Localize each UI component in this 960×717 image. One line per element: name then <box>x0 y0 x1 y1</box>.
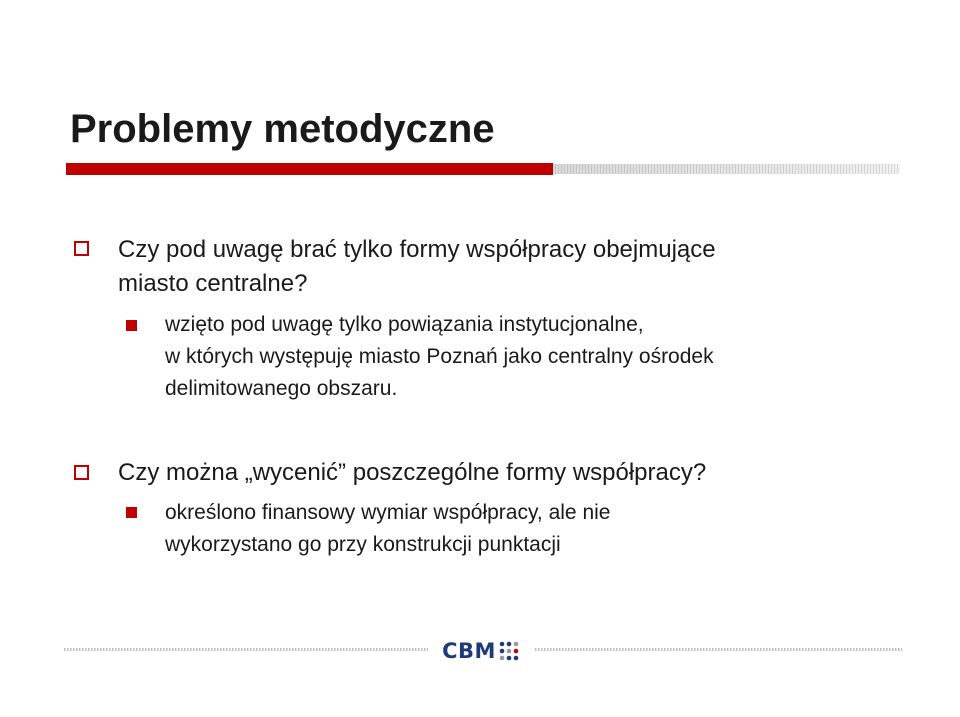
logo-text: CBM <box>442 639 496 663</box>
dot-grid-icon <box>498 640 520 662</box>
cbm-logo <box>428 627 534 675</box>
bullet-1-sub-line-2: w których występuję miasto Poznań jako centralny ośrodek <box>165 345 714 368</box>
bullet-1-sub-line-3: delimitowanego obszaru. <box>165 377 398 400</box>
hollow-square-bullet-icon <box>74 241 89 256</box>
filled-square-bullet-icon <box>126 507 137 518</box>
bullet-2-sub-line-1: określono finansowy wymiar współpracy, ale nie <box>165 501 611 524</box>
filled-square-bullet-icon <box>126 320 137 331</box>
bullet-1-line-2: miasto centralne? <box>118 270 308 297</box>
hollow-square-bullet-icon <box>74 465 89 480</box>
bullet-2-sub-line-2: wykorzystano go przy konstrukcji punktacji <box>165 533 561 556</box>
bullet-1-line-1: Czy pod uwagę brać tylko formy współpracy obejmujące <box>118 236 716 263</box>
bullet-1-sub-line-1: wzięto pod uwagę tylko powiązania instytucjonalne, <box>165 313 644 336</box>
title-accent-bar <box>66 163 553 175</box>
title-divider <box>66 163 900 175</box>
bullet-2-line-1: Czy można „wycenić” poszczególne formy współpracy? <box>118 459 707 486</box>
slide-title: Problemy metodyczne <box>70 107 495 151</box>
